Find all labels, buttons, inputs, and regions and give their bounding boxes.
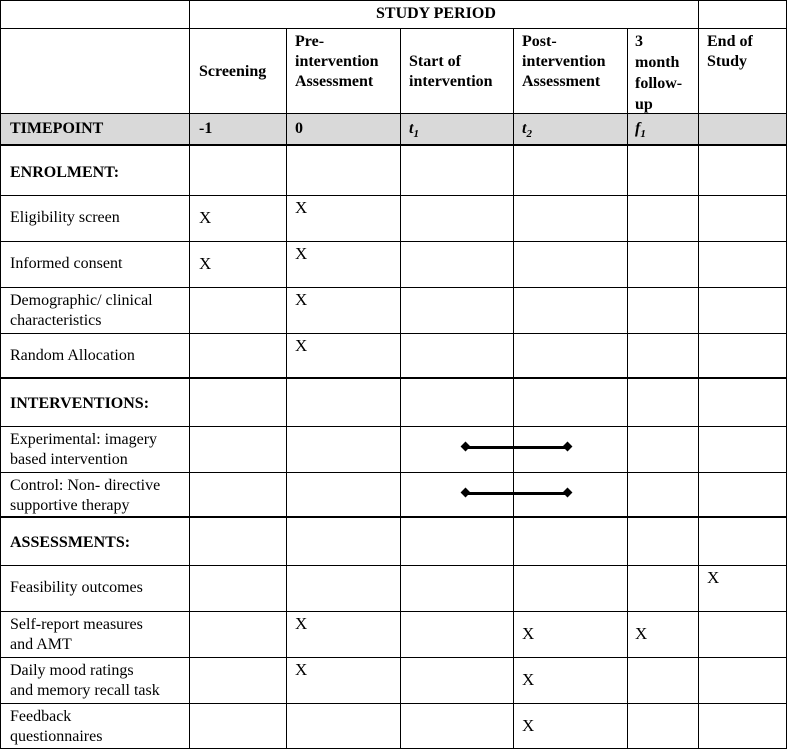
schedule-mark: X xyxy=(295,290,308,309)
column-header-label: Start of xyxy=(409,53,461,70)
row-label: supportive therapy xyxy=(10,497,130,514)
row-label: Demographic/ clinical xyxy=(10,292,153,309)
column-header-label: up xyxy=(635,96,653,113)
column-header-label: Pre- xyxy=(295,33,325,50)
column-rule xyxy=(400,28,401,749)
column-header-label: Assessment xyxy=(522,73,601,90)
column-rule xyxy=(286,28,287,749)
column-rule xyxy=(627,28,628,749)
timepoint-symbol: 0 xyxy=(295,120,303,137)
timepoint-subscript: 1 xyxy=(640,128,646,141)
schedule-mark: X xyxy=(707,568,720,587)
row-label: characteristics xyxy=(10,312,102,329)
table-top-border xyxy=(0,0,787,1)
row-rule xyxy=(0,657,787,658)
row-rule xyxy=(0,333,787,334)
timepoint-symbol: -1 xyxy=(199,120,213,137)
column-header-label: follow- xyxy=(635,75,683,92)
schedule-mark: X xyxy=(199,208,212,227)
timepoint-symbol: f xyxy=(635,120,641,137)
row-rule xyxy=(0,472,787,473)
row-label: Random Allocation xyxy=(10,347,135,364)
row-label: Eligibility screen xyxy=(10,209,120,226)
row-rule xyxy=(0,565,787,566)
row-rule xyxy=(0,195,787,196)
schedule-mark: X xyxy=(522,670,535,689)
column-header-label: Screening xyxy=(199,63,267,80)
study-period-rule xyxy=(0,28,787,29)
timepoint-value xyxy=(635,119,646,144)
column-rule xyxy=(513,28,514,749)
row-label: based intervention xyxy=(10,451,128,468)
column-header-label: Assessment xyxy=(295,73,374,90)
row-label: Experimental: imagery xyxy=(10,431,158,448)
row-label: Feedback xyxy=(10,708,72,725)
column-header-label: intervention xyxy=(409,73,493,90)
column-header-label: Post- xyxy=(522,33,557,50)
section-title: INTERVENTIONS: xyxy=(10,395,150,412)
schedule-mark: X xyxy=(522,624,535,643)
timepoint-value xyxy=(295,119,303,139)
timepoint-symbol: t xyxy=(522,120,527,137)
schedule-mark: X xyxy=(295,244,308,263)
row-label: Informed consent xyxy=(10,255,123,272)
timepoint-symbol: t xyxy=(409,120,414,137)
timepoint-value xyxy=(409,119,419,144)
timepoint-subscript: 1 xyxy=(413,128,419,141)
header-bottom-rule xyxy=(0,113,787,114)
row-rule xyxy=(0,703,787,704)
row-label: Daily mood ratings xyxy=(10,662,134,679)
schedule-mark: X xyxy=(295,614,308,633)
row-label: Feasibility outcomes xyxy=(10,579,143,596)
timepoint-row-shading xyxy=(0,113,787,144)
row-rule xyxy=(0,287,787,288)
column-header-label: intervention xyxy=(295,53,379,70)
column-rule xyxy=(189,0,190,749)
column-header-label: month xyxy=(635,54,680,71)
schedule-mark: X xyxy=(295,660,308,679)
row-label: and AMT xyxy=(10,636,72,653)
schedule-mark: X xyxy=(295,336,308,355)
row-rule xyxy=(0,611,787,612)
row-label: and memory recall task xyxy=(10,682,160,699)
timepoint-subscript: 2 xyxy=(526,128,532,141)
row-rule xyxy=(0,426,787,427)
column-header-label: End of xyxy=(707,33,753,50)
column-rule xyxy=(0,0,1,749)
schedule-mark: X xyxy=(199,254,212,273)
row-rule xyxy=(0,241,787,242)
column-rule xyxy=(698,0,699,749)
section-divider-rule xyxy=(0,516,787,518)
section-title: ASSESSMENTS: xyxy=(10,534,131,551)
timepoint-label: TIMEPOINT xyxy=(10,120,104,137)
schedule-mark: X xyxy=(295,198,308,217)
row-label: Control: Non- directive xyxy=(10,477,161,494)
row-label: questionnaires xyxy=(10,728,103,745)
schedule-mark: X xyxy=(635,624,648,643)
column-header-label: Study xyxy=(707,53,748,70)
schedule-mark: X xyxy=(522,716,535,735)
timepoint-value xyxy=(199,119,212,139)
column-header-label: 3 xyxy=(635,33,643,50)
intervention-duration-arrow xyxy=(466,446,567,449)
row-label: Self-report measures xyxy=(10,616,143,633)
section-title: ENROLMENT: xyxy=(10,164,120,181)
timepoint-value xyxy=(522,119,532,144)
column-header-label: intervention xyxy=(522,53,606,70)
intervention-duration-arrow xyxy=(466,492,567,495)
timepoint-bottom-rule xyxy=(0,144,787,146)
section-divider-rule xyxy=(0,377,787,379)
study-period-title: STUDY PERIOD xyxy=(376,5,496,22)
